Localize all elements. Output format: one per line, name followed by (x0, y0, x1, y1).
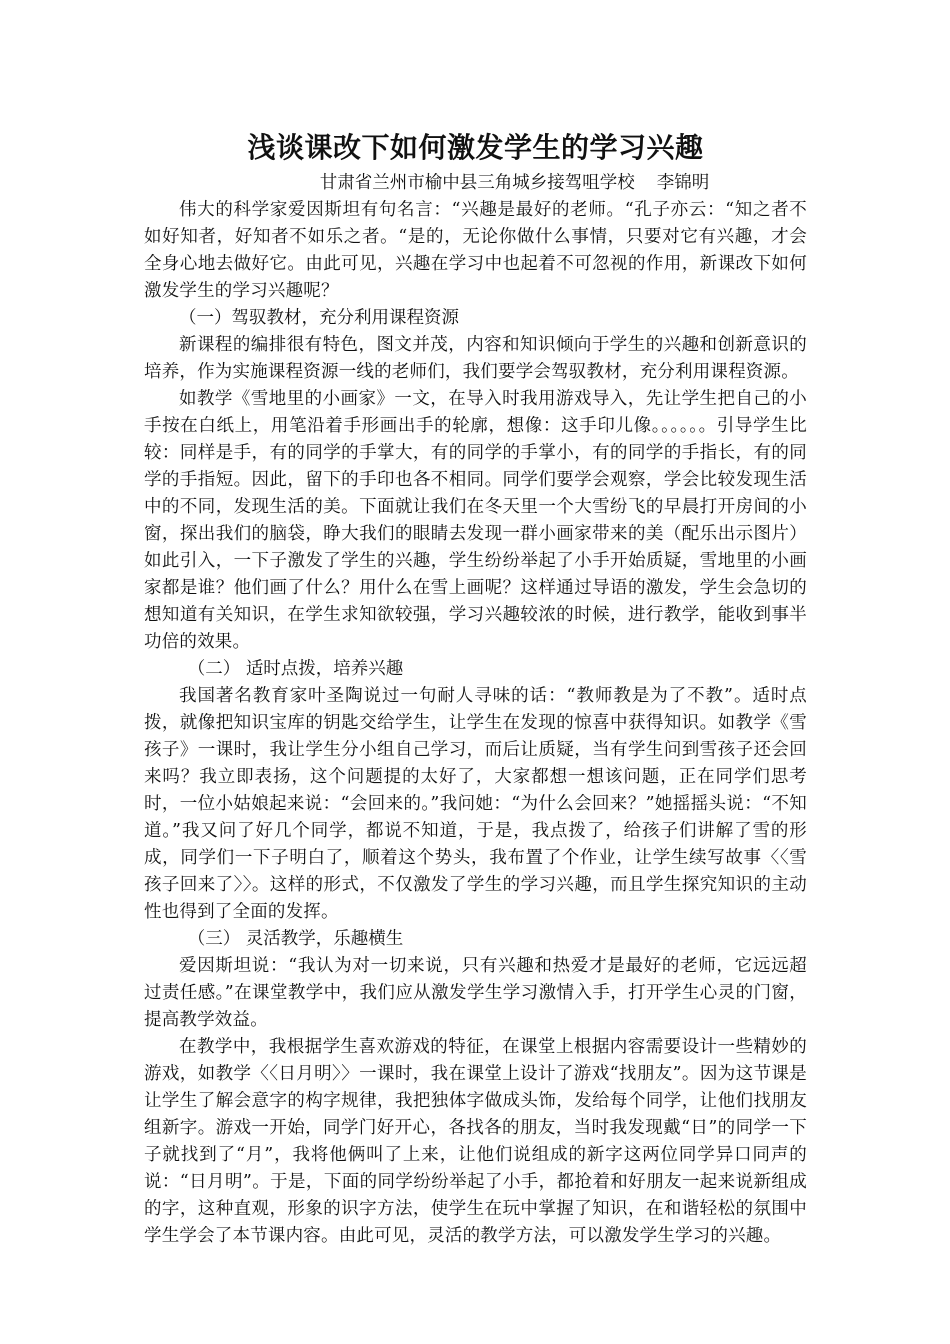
section-2-heading: （二） 适时点拨，培养兴趣 (187, 659, 404, 679)
section-1-heading: （一）驾驭教材，充分利用课程资源 (179, 308, 459, 328)
school-name: 甘肃省兰州市榆中县三角城乡接驾咀学校 (319, 173, 635, 193)
section-3-heading: （三） 灵活教学，乐趣横生 (187, 929, 404, 949)
byline (144, 170, 807, 197)
section-3-paragraph-1: 爱因斯坦说：“我认为对一切来说，只有兴趣和热爱才是最好的老师，它远远超过责任感。”在课堂教学中，我们应从激发学生学习激情入手，打开学生心灵的门窗，提高教学效益。 (144, 956, 807, 1030)
document-page (144, 128, 807, 1250)
document-title: 浅谈课改下如何激发学生的学习兴趣 (247, 131, 704, 164)
intro-paragraph: 伟大的科学家爱因斯坦有句名言：“兴趣是最好的老师。“孔子亦云：“知之者不如好知者，好知者不如乐之者。“是的，无论你做什么事情，只要对它有兴趣，才会全身心地去做好它。由此可见，兴趣在学习中也起着不可忽视的作用，新课改下如何激发学生的学习兴趣呢？ (144, 200, 807, 301)
section-2-paragraph-1: 我国著名教育家叶圣陶说过一句耐人寻味的话：“教师教是为了不教”。适时点拨，就像把知识宝库的钥匙交给学生，让学生在发现的惊喜中获得知识。如教学《雪孩子》一课时，我让学生分小组自己学习，而后让质疑，当有学生问到雪孩子还会回来吗？我立即表扬，这个问题提的太好了，大家都想一想该问题，正在同学们思考时，一位小姑娘起来说：“会回来的。”我问她：“为什么会回来？”她摇摇头说：“不知道。”我又问了好几个同学，都说不知道，于是，我点拨了，给孩子们讲解了雪的形成，同学们一下子明白了，顺着这个势头，我布置了个作业，让学生续写故事〈〈雪孩子回来了〉〉。这样的形式，不仅激发了学生的学习兴趣，而且学生探究知识的主动性也得到了全面的发挥。 (144, 686, 807, 922)
author-name: 李锦明 (656, 173, 710, 193)
section-1-paragraph-2: 如教学《雪地里的小画家》一文，在导入时我用游戏导入，先让学生把自己的小手按在白纸上，用笔沿着手形画出手的轮廓，想像：这手印儿像。。。。。。引导学生比较：同样是手，有的同学的手掌大，有的同学的手掌小，有的同学的手指长，有的同学的手指短。因此，留下的手印也各不相同。同学们要学会观察，学会比较发现生活中的不同，发现生活的美。下面就让我们在冬天里一个大雪纷飞的早晨打开房间的小窗，探出我们的脑袋，睁大我们的眼睛去发现一群小画家带来的美（配乐出示图片）如此引入，一下子激发了学生的兴趣，学生纷纷举起了小手开始质疑，雪地里的小画家都是谁？他们画了什么？用什么在雪上画呢？这样通过导语的激发，学生会急切的想知道有关知识，在学生求知欲较强，学习兴趣较浓的时候，进行教学，能收到事半功倍的效果。 (144, 389, 807, 652)
section-3-paragraph-2: 在教学中，我根据学生喜欢游戏的特征，在课堂上根据内容需要设计一些精妙的游戏，如教学〈〈日月明〉〉一课时，我在课堂上设计了游戏“找朋友”。因为这节课是让学生了解会意字的构字规律，我把独体字做成头饰，发给每个同学，让他们找朋友组新字。游戏一开始，同学门好开心，各找各的朋友，当时我发现戴“日”的同学一下子就找到了“月”，我将他俩叫了上来，让他们说组成的新字这两位同学异口同声的说：“日月明”。于是，下面的同学纷纷举起了小手，都抢着和好朋友一起来说新组成的字，这种直观，形象的识字方法，使学生在玩中掌握了知识，在和谐轻松的氛围中学生学会了本节课内容。由此可见，灵活的教学方法，可以激发学生学习的兴趣。 (144, 1037, 807, 1246)
section-1-paragraph-1: 新课程的编排很有特色，图文并茂，内容和知识倾向于学生的兴趣和创新意识的培养，作为实施课程资源一线的老师们，我们要学会驾驭教材，充分利用课程资源。 (144, 335, 807, 382)
